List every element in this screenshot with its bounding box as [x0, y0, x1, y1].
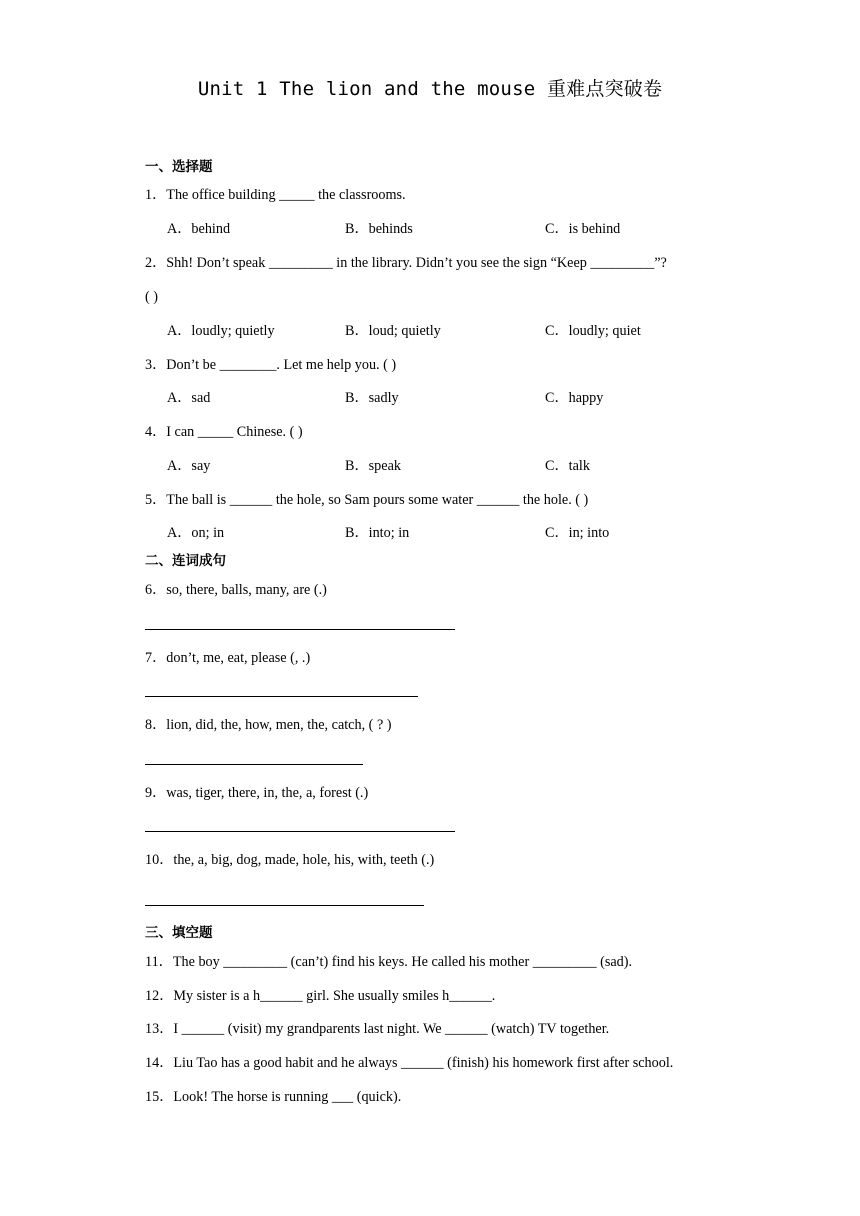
- question-3-option-c: C．happy: [545, 390, 604, 406]
- question-5-option-c: C．in; into: [545, 525, 610, 541]
- question-5-option-b: B．into; in: [345, 525, 410, 541]
- question-2-bracket: ( ): [145, 289, 158, 305]
- answer-line-6: [145, 629, 455, 630]
- question-4: 4．I can _____ Chinese. ( ): [145, 424, 303, 440]
- section-heading-fill-in: 三、填空题: [145, 925, 213, 941]
- question-15: 15．Look! The horse is running ___ (quick).: [145, 1089, 402, 1105]
- question-11: 11．The boy _________ (can’t) find his keys. He called his mother _________ (sad).: [145, 954, 633, 970]
- question-6: 6．so, there, balls, many, are (.): [145, 582, 327, 598]
- question-2-option-b: B．loud; quietly: [345, 323, 441, 339]
- answer-line-9: [145, 831, 455, 832]
- question-2-option-a: A．loudly; quietly: [167, 323, 275, 339]
- question-4-option-c: C．talk: [545, 458, 590, 474]
- section-heading-multiple-choice: 一、选择题: [145, 159, 213, 175]
- question-3: 3．Don’t be ________. Let me help you. ( ): [145, 357, 397, 373]
- answer-line-10: [145, 905, 424, 906]
- question-3-option-b: B．sadly: [345, 390, 399, 406]
- question-4-option-b: B．speak: [345, 458, 401, 474]
- question-1-option-a: A．behind: [167, 221, 231, 237]
- question-1-option-b: B．behinds: [345, 221, 413, 237]
- question-4-option-a: A．say: [167, 458, 211, 474]
- question-8: 8．lion, did, the, how, men, the, catch, ( ? ): [145, 717, 392, 733]
- question-3-option-a: A．sad: [167, 390, 211, 406]
- page-title: Unit 1 The lion and the mouse 重难点突破卷: [197, 78, 663, 100]
- question-2: 2．Shh! Don’t speak _________ in the library. Didn’t you see the sign “Keep _________”?: [145, 255, 667, 271]
- question-7: 7．don’t, me, eat, please (, .): [145, 650, 311, 666]
- question-9: 9．was, tiger, there, in, the, a, forest (.): [145, 785, 369, 801]
- answer-line-8: [145, 764, 363, 765]
- answer-line-7: [145, 696, 418, 697]
- question-10: 10．the, a, big, dog, made, hole, his, with, teeth (.): [145, 852, 435, 868]
- question-2-option-c: C．loudly; quiet: [545, 323, 641, 339]
- section-heading-word-order: 二、连词成句: [145, 553, 226, 569]
- question-13: 13．I ______ (visit) my grandparents last night. We ______ (watch) TV together.: [145, 1021, 610, 1037]
- question-12: 12．My sister is a h______ girl. She usually smiles h______.: [145, 988, 496, 1004]
- question-1-option-c: C．is behind: [545, 221, 621, 237]
- question-1: 1．The office building _____ the classrooms.: [145, 187, 406, 203]
- question-5-option-a: A．on; in: [167, 525, 225, 541]
- question-14: 14．Liu Tao has a good habit and he always ______ (finish) his homework first after school.: [145, 1055, 674, 1071]
- question-5: 5．The ball is ______ the hole, so Sam pours some water ______ the hole. ( ): [145, 492, 589, 508]
